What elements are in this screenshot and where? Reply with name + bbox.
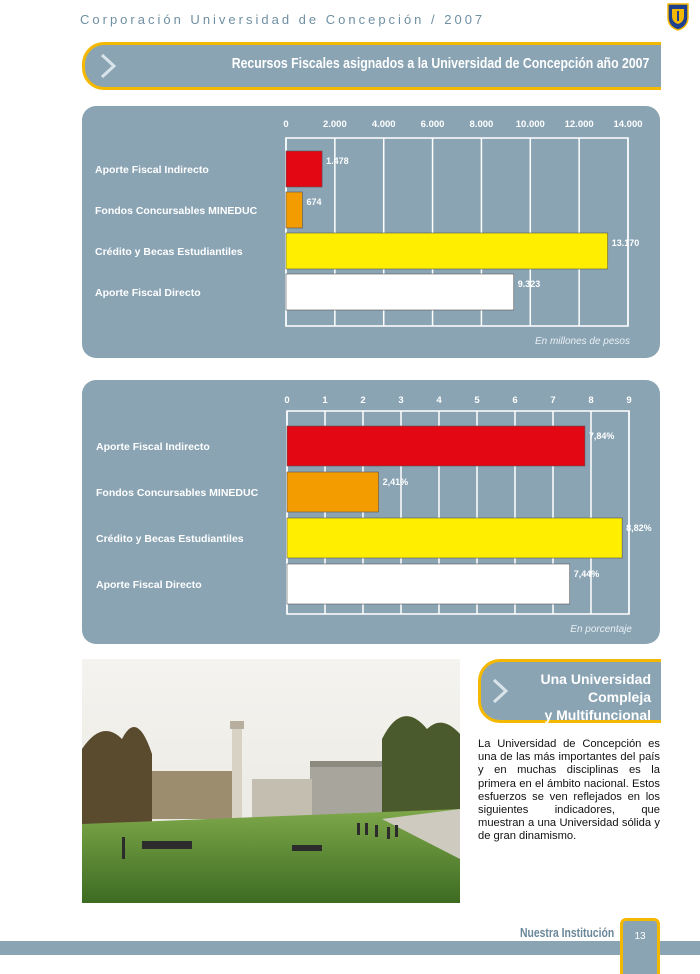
tick-label: 6 bbox=[512, 395, 518, 406]
campus-photo bbox=[82, 659, 460, 903]
tick-label: 2 bbox=[360, 395, 366, 406]
section-body: La Universidad de Concepción es una de las más importantes del país y en muchas disciplinas es la primera en el ámbito nacional. Estos esfuerzos se ven reflejados en los siguientes indicadores, que muestran a una Universidad sólida y de gran dinamismo. bbox=[478, 738, 660, 843]
tick-label: 9 bbox=[626, 395, 632, 406]
tick-label: 8 bbox=[588, 395, 594, 406]
data-label: 674 bbox=[306, 197, 322, 207]
chart-panel-pesos bbox=[82, 106, 660, 358]
tick-label: 1 bbox=[322, 395, 328, 406]
bar bbox=[286, 274, 514, 310]
tick-label: 14.000 bbox=[613, 119, 643, 130]
section-title-line2: y Multifuncional bbox=[544, 707, 651, 723]
university-crest-icon bbox=[667, 3, 689, 31]
bar bbox=[287, 426, 585, 466]
data-label: 8,82% bbox=[626, 523, 652, 533]
page-number: 13 bbox=[634, 931, 646, 942]
category-label: Aporte Fiscal Directo bbox=[95, 287, 201, 299]
data-label: 1.478 bbox=[326, 156, 349, 166]
tick-label: 4.000 bbox=[371, 119, 396, 130]
bar bbox=[287, 518, 622, 558]
footer-label: Nuestra Institución bbox=[520, 925, 615, 940]
tick-label: 7 bbox=[550, 395, 556, 406]
section-title-box bbox=[478, 659, 661, 723]
bar-chart-pesos bbox=[82, 106, 660, 358]
tick-label: 4 bbox=[436, 395, 442, 406]
bar bbox=[286, 233, 608, 269]
footer-bar bbox=[0, 941, 700, 955]
bar bbox=[286, 192, 302, 228]
tick-label: 3 bbox=[398, 395, 404, 406]
bar bbox=[287, 564, 570, 604]
tick-label: 10.000 bbox=[515, 119, 545, 130]
tick-label: 6.000 bbox=[420, 119, 445, 130]
bar bbox=[287, 472, 379, 512]
category-label: Crédito y Becas Estudiantiles bbox=[95, 246, 243, 258]
header-title: Corporación Universidad de Concepción / 2007 bbox=[80, 12, 486, 27]
category-label: Crédito y Becas Estudiantiles bbox=[96, 533, 244, 545]
category-label: Aporte Fiscal Indirecto bbox=[95, 164, 209, 176]
tick-label: 5 bbox=[474, 395, 480, 406]
tick-label: 2.000 bbox=[322, 119, 347, 130]
unit-note: En millones de pesos bbox=[534, 336, 630, 347]
bar-chart-porcentaje bbox=[82, 380, 660, 644]
category-label: Fondos Concursables MINEDUC bbox=[96, 487, 259, 499]
unit-note: En porcentaje bbox=[570, 624, 632, 635]
tick-label: 0 bbox=[284, 395, 290, 406]
section-title-line1: Una Universidad Compleja bbox=[540, 671, 651, 705]
category-label: Fondos Concursables MINEDUC bbox=[95, 205, 258, 217]
tick-label: 0 bbox=[283, 119, 289, 130]
data-label: 7,44% bbox=[573, 569, 600, 579]
data-label: 9.323 bbox=[517, 279, 541, 289]
category-label: Aporte Fiscal Indirecto bbox=[96, 441, 210, 453]
data-label: 7,84% bbox=[588, 431, 615, 441]
section-banner bbox=[82, 42, 661, 90]
bar bbox=[286, 151, 322, 187]
chevron-right-icon bbox=[99, 53, 119, 79]
section-title bbox=[481, 670, 651, 724]
page-tab bbox=[620, 918, 660, 974]
banner-title: Recursos Fiscales asignados a la Universidad de Concepción año 2007 bbox=[231, 55, 649, 72]
tick-label: 12.000 bbox=[564, 119, 594, 130]
data-label: 2,41% bbox=[382, 477, 409, 487]
data-label: 13.170 bbox=[611, 238, 640, 248]
chart-panel-porcentaje bbox=[82, 380, 660, 644]
category-label: Aporte Fiscal Directo bbox=[96, 579, 202, 591]
tick-label: 8.000 bbox=[469, 119, 494, 130]
